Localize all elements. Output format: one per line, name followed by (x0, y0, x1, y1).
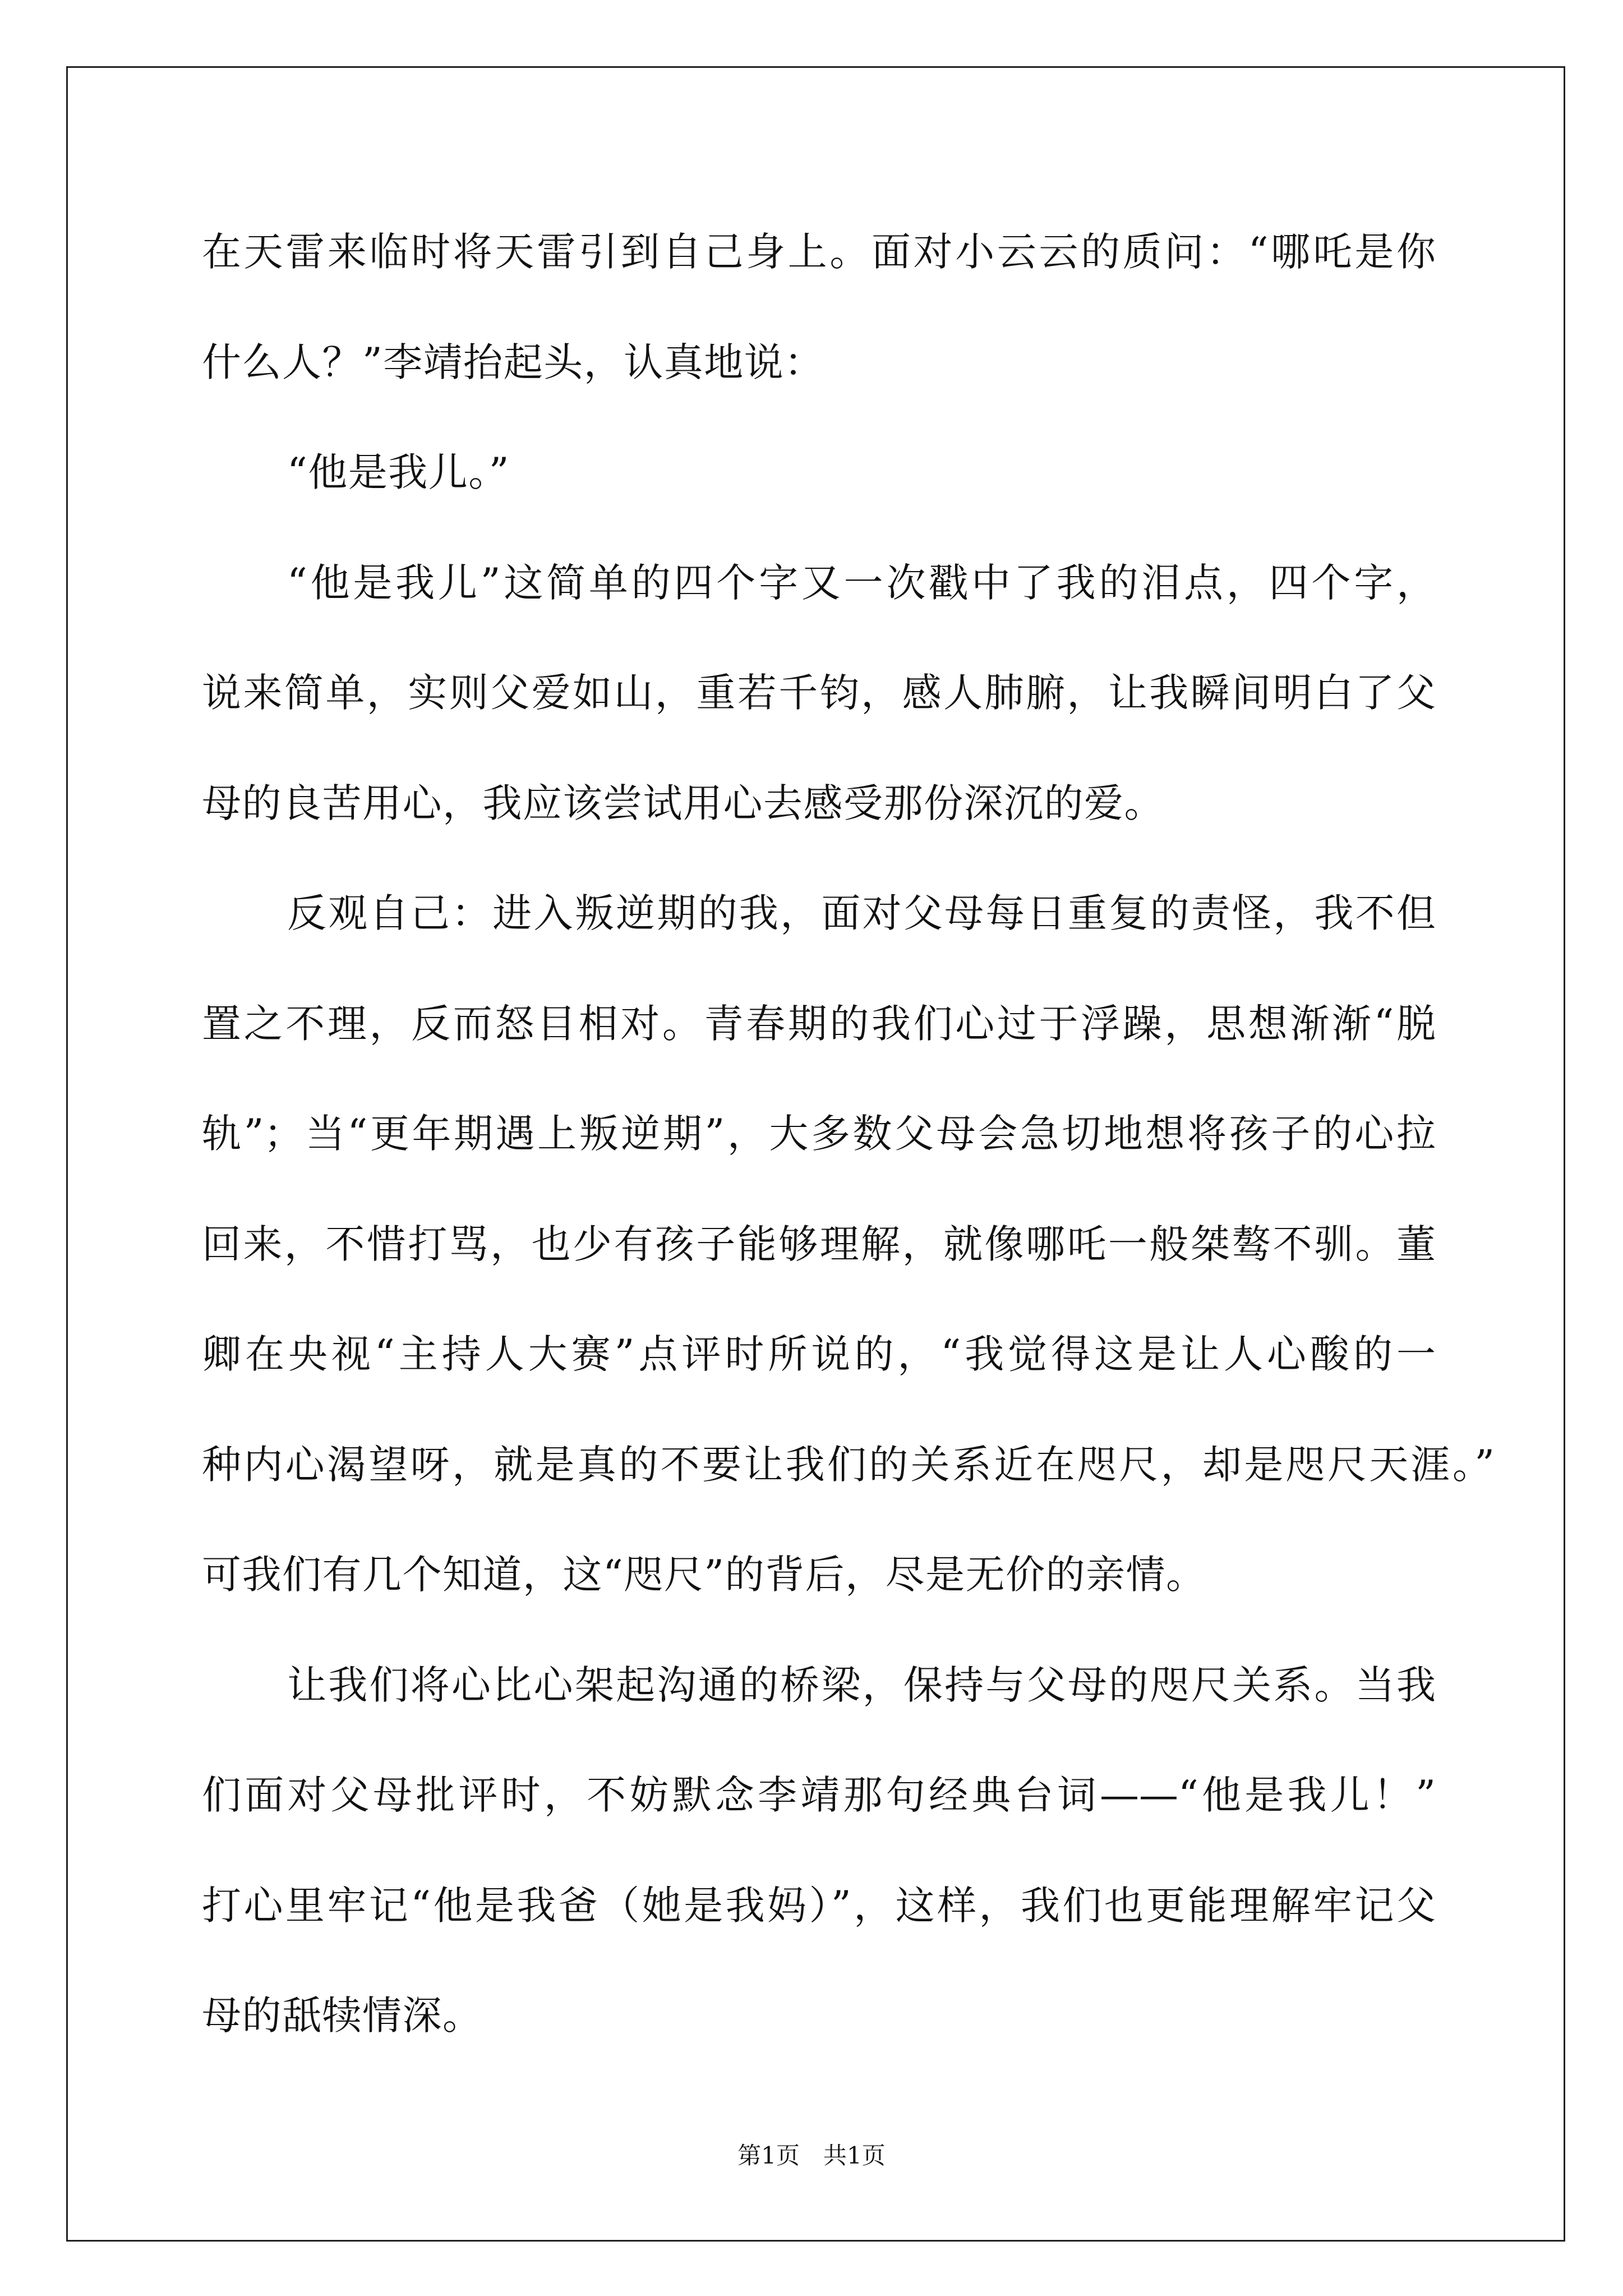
text-line: “他是我儿”这简单的四个字又一次戳中了我的泪点，四个字， (287, 559, 1436, 606)
text-line: 让我们将心比心架起沟通的桥梁，保持与父母的咫尺关系。当我 (287, 1662, 1436, 1708)
text-line: “他是我儿。” (287, 449, 510, 495)
text-line: 们面对父母批评时，不妨默念李靖那句经典台词——“他是我儿！” (202, 1772, 1436, 1818)
text-line: 母的舐犊情深。 (202, 1993, 483, 2039)
paragraph (202, 1630, 1497, 2071)
text-line: 说来简单，实则父爱如山，重若千钧，感人肺腑，让我瞬间明白了父 (202, 670, 1436, 716)
page-footer: 第1页 共1页 (737, 2142, 886, 2169)
text-line: 母的良苦用心，我应该尝试用心去感受那份深沉的爱。 (202, 780, 1164, 826)
text-line: 打心里牢记“他是我爸（她是我妈）”，这样，我们也更能理解牢记父 (202, 1882, 1436, 1929)
paragraph (202, 528, 1497, 859)
text-line: 反观自己：进入叛逆期的我，面对父母每日重复的责怪，我不但 (287, 890, 1436, 936)
document-body (202, 197, 1497, 2071)
text-line: 回来，不惜打骂，也少有孩子能够理解，就像哪吒一般桀骜不驯。董 (202, 1221, 1436, 1267)
text-line: 置之不理，反而怒目相对。青春期的我们心过于浮躁，思想渐渐“脱 (202, 1000, 1436, 1047)
text-line: 种内心渴望呀，就是真的不要让我们的关系近在咫尺，却是咫尺天涯。” (202, 1441, 1495, 1488)
text-line: 在天雷来临时将天雷引到自己身上。面对小云云的质问：“哪吒是你 (202, 229, 1436, 275)
paragraph (202, 197, 1497, 417)
text-line: 卿在央视“主持人大赛”点评时所说的，“我觉得这是让人心酸的一 (202, 1331, 1436, 1377)
text-line: 可我们有几个知道，这“咫尺”的背后，尽是无价的亲情。 (202, 1552, 1206, 1598)
text-line: 轨”；当“更年期遇上叛逆期”，大多数父母会急切地想将孩子的心拉 (202, 1111, 1436, 1157)
paragraph (202, 858, 1497, 1630)
text-line: 什么人？”李靖抬起头，认真地说： (202, 339, 824, 385)
paragraph (202, 417, 1497, 528)
